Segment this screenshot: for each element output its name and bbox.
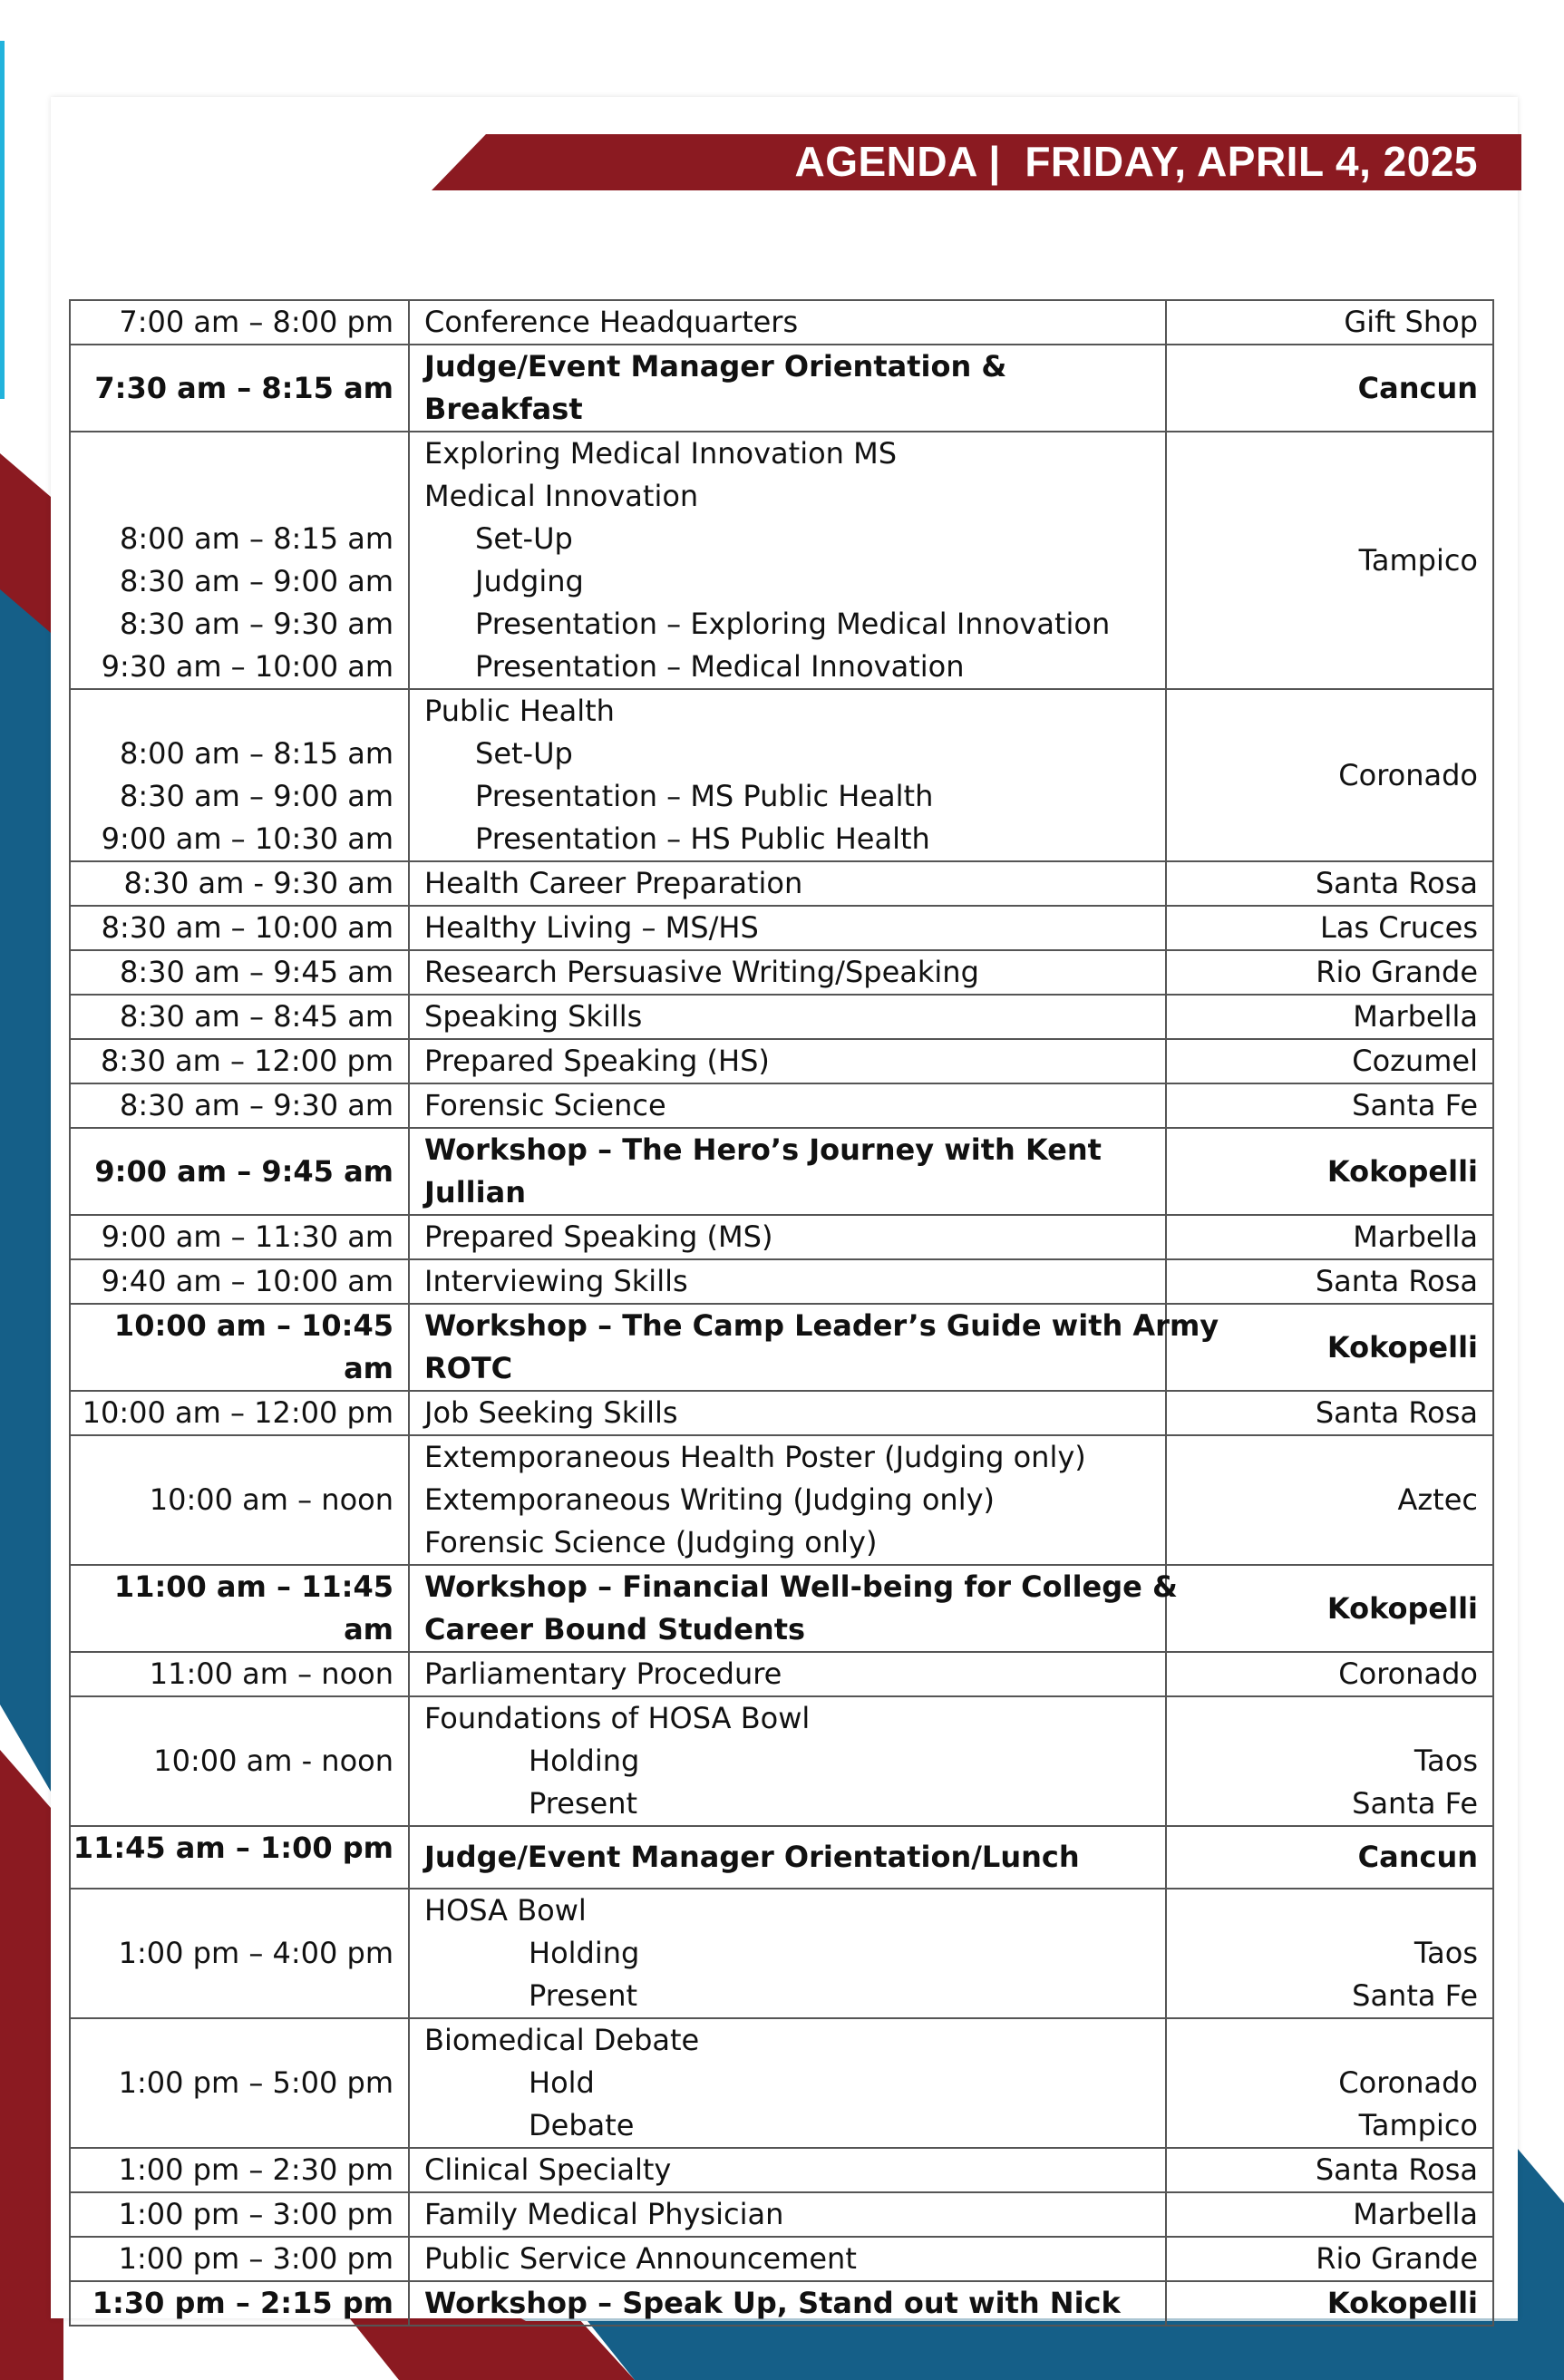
- time-cell: 10:00 am – 10:45 am: [70, 1304, 409, 1391]
- event-cell: [409, 1435, 1166, 1565]
- time-cell: 8:30 am – 8:45 am: [70, 995, 409, 1039]
- sub-event: Set-Up: [475, 736, 573, 771]
- time-cell: 10:00 am - noon: [70, 1696, 409, 1826]
- table-row: [70, 1039, 1493, 1083]
- page-title: AGENDA | FRIDAY, APRIL 4, 2025: [794, 138, 1478, 185]
- event-line: ROTC: [424, 1351, 513, 1385]
- room-cell: Kokopelli: [1166, 1565, 1493, 1652]
- room-cell: Kokopelli: [1166, 1304, 1493, 1391]
- time-cell: [70, 432, 409, 689]
- time-line: 8:30 am – 9:00 am: [120, 564, 393, 598]
- room-cell: Las Cruces: [1166, 906, 1493, 950]
- table-row: [70, 1391, 1493, 1435]
- time-line: 9:30 am – 10:00 am: [101, 649, 393, 684]
- room-cell: Coronado: [1166, 689, 1493, 861]
- table-row: [70, 2018, 1493, 2148]
- table-row: [70, 861, 1493, 906]
- event-title: Biomedical Debate: [424, 2023, 700, 2057]
- room-cell: Marbella: [1166, 995, 1493, 1039]
- room-cell: Santa Fe: [1166, 1083, 1493, 1128]
- event-title: Exploring Medical Innovation MS: [424, 436, 898, 471]
- table-row: [70, 1696, 1493, 1826]
- sub-event: Present: [529, 1978, 638, 2013]
- event-title: Medical Innovation: [424, 479, 699, 513]
- time-cell: 7:00 am – 8:00 pm: [70, 300, 409, 345]
- event-cell: [409, 689, 1166, 861]
- table-row: [70, 1259, 1493, 1304]
- table-row: [70, 1435, 1493, 1565]
- event-line: Workshop – Financial Well-being for College &: [424, 1569, 1178, 1604]
- table-row: [70, 1565, 1493, 1652]
- time-cell: 8:30 am – 10:00 am: [70, 906, 409, 950]
- agenda-table: [69, 299, 1494, 2327]
- room-cell: Marbella: [1166, 1215, 1493, 1259]
- time-cell: 1:00 pm – 4:00 pm: [70, 1889, 409, 2018]
- event-title: Foundations of HOSA Bowl: [424, 1701, 811, 1735]
- event-cell: Healthy Living – MS/HS: [409, 906, 1166, 950]
- table-row: [70, 2192, 1493, 2237]
- time-cell: 8:30 am – 9:30 am: [70, 1083, 409, 1128]
- room-cell: Kokopelli: [1166, 2281, 1493, 2326]
- room-cell: Coronado: [1166, 1652, 1493, 1696]
- room-cell: Rio Grande: [1166, 950, 1493, 995]
- table-row: [70, 2148, 1493, 2192]
- room-cell: Marbella: [1166, 2192, 1493, 2237]
- event-cell: [409, 1889, 1166, 2018]
- room-line: Tampico: [1358, 2108, 1478, 2142]
- table-row: [70, 995, 1493, 1039]
- room-cell: Santa Rosa: [1166, 861, 1493, 906]
- sub-event: Presentation – MS Public Health: [475, 779, 934, 813]
- sub-event: Presentation – Medical Innovation: [475, 649, 965, 684]
- sub-event: Hold: [529, 2065, 595, 2100]
- time-cell: [70, 689, 409, 861]
- table-row: [70, 950, 1493, 995]
- time-cell: 1:00 pm – 2:30 pm: [70, 2148, 409, 2192]
- event-cell: Judge/Event Manager Orientation/Lunch: [409, 1826, 1166, 1889]
- time-cell: 9:00 am – 11:30 am: [70, 1215, 409, 1259]
- table-row: [70, 345, 1493, 432]
- room-cell: Santa Rosa: [1166, 1259, 1493, 1304]
- event-title: HOSA Bowl: [424, 1893, 587, 1928]
- table-row: [70, 689, 1493, 861]
- room-cell: Cozumel: [1166, 1039, 1493, 1083]
- sub-event: Holding: [529, 1744, 640, 1778]
- event-cell: Interviewing Skills: [409, 1259, 1166, 1304]
- table-row: [70, 1889, 1493, 2018]
- event-cell: Workshop – Speak Up, Stand out with Nick: [409, 2281, 1166, 2326]
- time-line: 8:30 am – 9:00 am: [120, 779, 393, 813]
- event-cell: Public Service Announcement: [409, 2237, 1166, 2281]
- time-cell: 8:30 am – 9:45 am: [70, 950, 409, 995]
- room-cell: Santa Rosa: [1166, 1391, 1493, 1435]
- table-row: [70, 1826, 1493, 1889]
- room-cell: Rio Grande: [1166, 2237, 1493, 2281]
- table-row: [70, 432, 1493, 689]
- table-row: [70, 2237, 1493, 2281]
- room-cell: Cancun: [1166, 345, 1493, 432]
- sub-event: Presentation – HS Public Health: [475, 821, 930, 856]
- time-cell: 8:30 am - 9:30 am: [70, 861, 409, 906]
- sub-event: Holding: [529, 1936, 640, 1970]
- room-cell: Tampico: [1166, 432, 1493, 689]
- room-cell: [1166, 2018, 1493, 2148]
- time-cell: [70, 1826, 409, 1889]
- event-cell: Clinical Specialty: [409, 2148, 1166, 2192]
- time-line: 11:45 am – 1:00 pm: [73, 1831, 393, 1865]
- event-line: Extemporaneous Writing (Judging only): [424, 1482, 995, 1517]
- sub-event: Presentation – Exploring Medical Innovation: [475, 607, 1111, 641]
- event-cell: Prepared Speaking (MS): [409, 1215, 1166, 1259]
- event-line: Workshop – The Camp Leader’s Guide with Army: [424, 1308, 1219, 1343]
- table-row: [70, 1083, 1493, 1128]
- time-cell: 9:40 am – 10:00 am: [70, 1259, 409, 1304]
- time-cell: 1:30 pm – 2:15 pm: [70, 2281, 409, 2326]
- room-cell: Gift Shop: [1166, 300, 1493, 345]
- room-cell: Santa Rosa: [1166, 2148, 1493, 2192]
- time-line: 8:00 am – 8:15 am: [120, 521, 393, 556]
- event-cell: Workshop – The Hero’s Journey with Kent Jullian: [409, 1128, 1166, 1215]
- table-row: [70, 1215, 1493, 1259]
- room-cell: [1166, 1889, 1493, 2018]
- room-cell: [1166, 1696, 1493, 1826]
- sub-event: Present: [529, 1786, 638, 1821]
- event-cell: [409, 1696, 1166, 1826]
- time-cell: 1:00 pm – 5:00 pm: [70, 2018, 409, 2148]
- event-cell: Prepared Speaking (HS): [409, 1039, 1166, 1083]
- sub-event: Debate: [529, 2108, 635, 2142]
- time-cell: 9:00 am – 9:45 am: [70, 1128, 409, 1215]
- time-cell: 11:00 am – noon: [70, 1652, 409, 1696]
- time-line: 8:30 am – 9:30 am: [120, 607, 393, 641]
- table-row: [70, 1652, 1493, 1696]
- event-cell: [409, 1565, 1178, 1652]
- event-cell: Family Medical Physician: [409, 2192, 1166, 2237]
- event-cell: Judge/Event Manager Orientation & Breakfast: [409, 345, 1166, 432]
- room-cell: Aztec: [1166, 1435, 1493, 1565]
- room-line: Santa Fe: [1352, 1786, 1478, 1821]
- event-cell: Speaking Skills: [409, 995, 1166, 1039]
- event-cell: Job Seeking Skills: [409, 1391, 1166, 1435]
- event-title: Public Health: [424, 694, 615, 728]
- event-line: Career Bound Students: [424, 1612, 806, 1647]
- event-line: Extemporaneous Health Poster (Judging only): [424, 1440, 1086, 1474]
- sub-event: Judging: [475, 564, 584, 598]
- event-line: Forensic Science (Judging only): [424, 1525, 878, 1559]
- event-cell: [409, 1304, 1219, 1391]
- time-cell: 1:00 pm – 3:00 pm: [70, 2192, 409, 2237]
- table-row: [70, 300, 1493, 345]
- time-cell: 10:00 am – 12:00 pm: [70, 1391, 409, 1435]
- event-cell: [409, 432, 1166, 689]
- event-cell: Forensic Science: [409, 1083, 1166, 1128]
- event-cell: [409, 2018, 1166, 2148]
- room-line: Taos: [1413, 1744, 1478, 1778]
- event-cell: Health Career Preparation: [409, 861, 1166, 906]
- time-cell: 1:00 pm – 3:00 pm: [70, 2237, 409, 2281]
- event-cell: Conference Headquarters: [409, 300, 1166, 345]
- time-line: 9:00 am – 10:30 am: [101, 821, 393, 856]
- event-cell: Parliamentary Procedure: [409, 1652, 1166, 1696]
- room-line: Coronado: [1338, 2065, 1478, 2100]
- room-line: Taos: [1413, 1936, 1478, 1970]
- time-cell: 10:00 am – noon: [70, 1435, 409, 1565]
- time-cell: 7:30 am – 8:15 am: [70, 345, 409, 432]
- table-row: [70, 1128, 1493, 1215]
- event-cell: Research Persuasive Writing/Speaking: [409, 950, 1166, 995]
- table-row: [70, 2281, 1493, 2326]
- sub-event: Set-Up: [475, 521, 573, 556]
- time-cell: 11:00 am – 11:45 am: [70, 1565, 409, 1652]
- room-cell: Kokopelli: [1166, 1128, 1493, 1215]
- time-cell: 8:30 am – 12:00 pm: [70, 1039, 409, 1083]
- room-cell: Cancun: [1166, 1826, 1493, 1889]
- header-banner: [0, 0, 1564, 236]
- room-line: Santa Fe: [1352, 1978, 1478, 2013]
- table-row: [70, 1304, 1493, 1391]
- time-line: 8:00 am – 8:15 am: [120, 736, 393, 771]
- table-row: [70, 906, 1493, 950]
